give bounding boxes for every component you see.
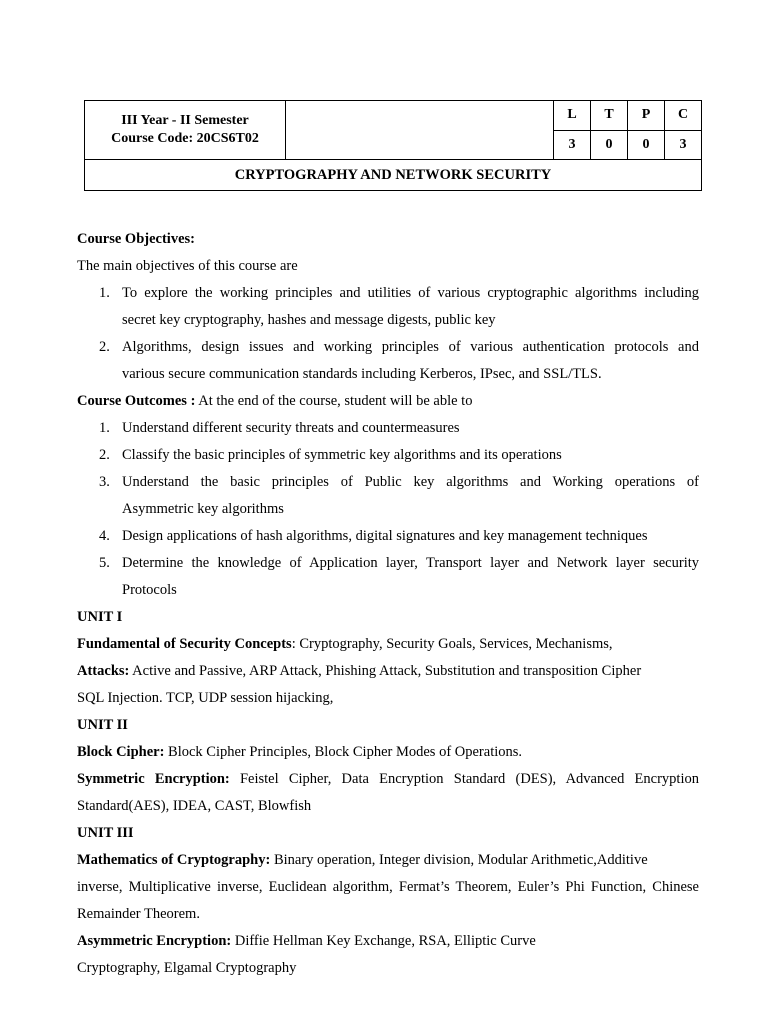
topic-label: Symmetric Encryption: [77, 771, 230, 787]
unit-2-symmetric [77, 766, 699, 793]
list-item [77, 415, 699, 442]
ltpc-header-l: L [554, 101, 591, 131]
list-item-text: Design applications of hash algorithms, digital signatures and key management techniques [122, 528, 648, 544]
list-item-text: Understand different security threats and countermeasures [122, 420, 460, 436]
list-item [77, 442, 699, 469]
objectives-list [77, 280, 699, 388]
list-item-text: various secure communication standards including Kerberos, IPsec, and SSL/TLS. [122, 366, 602, 382]
unit-1-heading: UNIT I [77, 609, 123, 625]
topic-label: Asymmetric Encryption: [77, 933, 232, 949]
list-item-text: Determine the knowledge of Application layer, Transport layer and Network layer security [122, 555, 699, 571]
year-semester: III Year - II Semester [121, 113, 249, 128]
list-item [77, 550, 699, 604]
objectives-heading: Course Objectives: [77, 231, 195, 247]
ltpc-value-c: 3 [665, 130, 702, 160]
list-item-text: secret key cryptography, hashes and message digests, public key [122, 312, 496, 328]
ltpc-header-t: T [591, 101, 628, 131]
list-item [77, 523, 699, 550]
unit-3-asymmetric [77, 928, 699, 955]
topic-text: Feistel Cipher, Data Encryption Standard (DES), Advanced Encryption [229, 771, 699, 787]
list-item-text: Algorithms, design issues and working principles of various authentication protocols and [122, 339, 699, 355]
topic-text: Diffie Hellman Key Exchange, RSA, Elliptic Curve [231, 933, 536, 949]
list-number: 1. [99, 285, 110, 301]
topic-label: Block Cipher: [77, 744, 165, 760]
topic-text: Binary operation, Integer division, Modular Arithmetic,Additive [270, 852, 648, 868]
course-header-table [84, 100, 702, 191]
list-item-text: Understand the basic principles of Public key algorithms and Working operations of [122, 474, 699, 490]
list-item-text: Classify the basic principles of symmetric key algorithms and its operations [122, 447, 562, 463]
unit-1-attacks [77, 658, 699, 685]
unit-1-fundamentals [77, 631, 699, 658]
list-item-text: To explore the working principles and utilities of various cryptographic algorithms including [122, 285, 699, 301]
list-item [77, 334, 699, 388]
syllabus-content [77, 226, 699, 982]
list-number: 1. [99, 420, 110, 436]
ltpc-value-t: 0 [591, 130, 628, 160]
topic-text: Active and Passive, ARP Attack, Phishing Attack, Substitution and transposition Cipher [129, 663, 642, 679]
unit-2-heading: UNIT II [77, 717, 128, 733]
unit-3-mathematics-cont: inverse, Multiplicative inverse, Euclidean algorithm, Fermat’s Theorem, Euler’s Phi Function, Chinese [77, 879, 699, 895]
list-number: 4. [99, 528, 110, 544]
ltpc-header-c: C [665, 101, 702, 131]
topic-text: Block Cipher Principles, Block Cipher Modes of Operations. [164, 744, 523, 760]
list-number: 2. [99, 339, 110, 355]
unit-3-mathematics-cont2: Remainder Theorem. [77, 906, 200, 922]
topic-label: Mathematics of Cryptography: [77, 852, 271, 868]
topic-label: Fundamental of Security Concepts [77, 636, 292, 652]
outcomes-list [77, 415, 699, 604]
course-info-cell [85, 101, 286, 160]
unit-2-block-cipher [77, 739, 699, 766]
list-number: 2. [99, 447, 110, 463]
list-number: 5. [99, 555, 110, 571]
list-item-text: Asymmetric key algorithms [122, 501, 284, 517]
ltpc-value-l: 3 [554, 130, 591, 160]
unit-3-mathematics [77, 847, 699, 874]
unit-3-asymmetric-cont: Cryptography, Elgamal Cryptography [77, 960, 297, 976]
topic-label: Attacks: [77, 663, 130, 679]
ltpc-value-p: 0 [628, 130, 665, 160]
outcomes-intro-line [77, 388, 699, 415]
outcomes-heading: Course Outcomes : [77, 393, 196, 409]
course-code: Course Code: 20CS6T02 [111, 131, 259, 146]
unit-1-attacks-cont: SQL Injection. TCP, UDP session hijacking, [77, 690, 334, 706]
course-title: CRYPTOGRAPHY AND NETWORK SECURITY [85, 160, 702, 191]
blank-cell [286, 101, 554, 160]
list-item-text: Protocols [122, 582, 177, 598]
list-item [77, 280, 699, 334]
list-number: 3. [99, 474, 110, 490]
outcomes-intro: At the end of the course, student will be able to [195, 393, 473, 409]
unit-2-symmetric-cont: Standard(AES), IDEA, CAST, Blowfish [77, 798, 312, 814]
list-item [77, 469, 699, 523]
topic-text: : Cryptography, Security Goals, Services, Mechanisms, [291, 636, 613, 652]
objectives-intro: The main objectives of this course are [77, 258, 298, 274]
unit-3-heading: UNIT III [77, 825, 134, 841]
ltpc-header-p: P [628, 101, 665, 131]
